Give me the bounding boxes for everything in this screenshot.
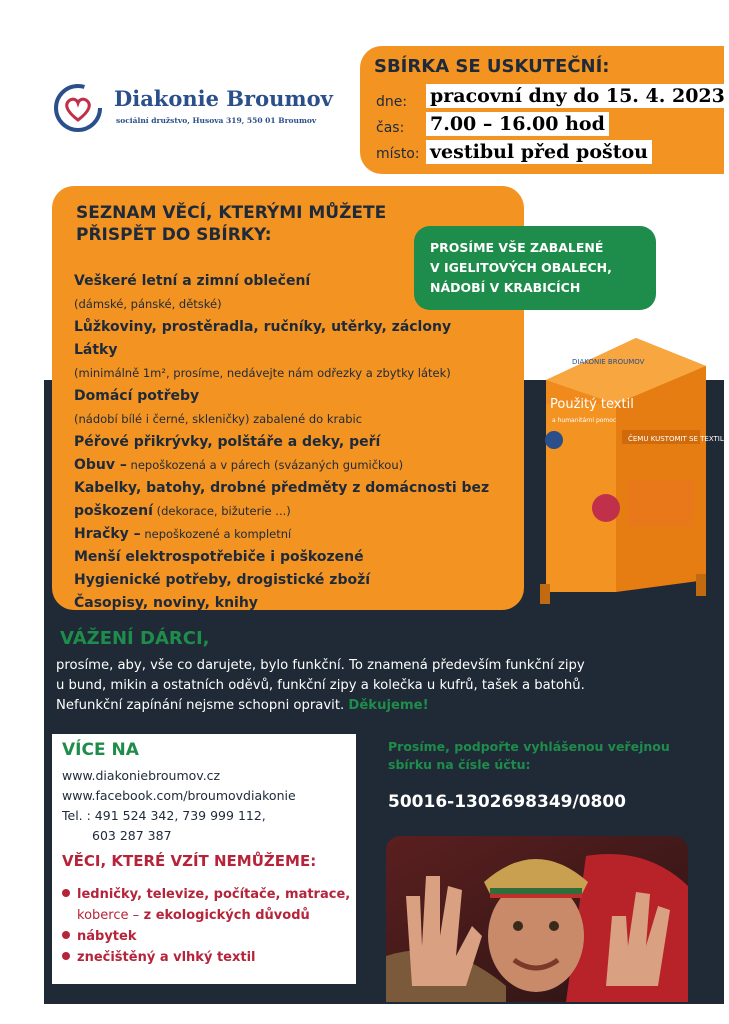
list-item-note: (nádobí bílé i černé, skleničky) zabalené do krabic	[74, 412, 363, 426]
list-item	[62, 926, 350, 947]
svg-text:ČEMU KUSTOMIT SE TEXTIL: ČEMU KUSTOMIT SE TEXTIL	[628, 435, 724, 443]
list-item-note: (dámské, pánské, dětské)	[74, 297, 222, 311]
list-item-bold: Látky	[74, 342, 118, 358]
list-item	[62, 905, 350, 926]
list-item	[74, 316, 514, 339]
contact-info	[62, 766, 296, 846]
account-number: 50016-1302698349/0800	[388, 792, 627, 812]
list-item-bold: Hračky –	[74, 526, 141, 542]
list-item-text: nábytek	[77, 929, 137, 944]
donors-line	[56, 696, 656, 716]
list-item-text: z ekologických důvodů	[139, 908, 310, 923]
info-box	[52, 734, 356, 984]
container-sub: a humanitární pomoc	[552, 417, 617, 424]
list-item	[74, 569, 514, 592]
list-item	[74, 477, 514, 500]
diakonie-heart-logo-icon	[50, 80, 106, 136]
place-value: vestibul před poštou	[426, 140, 652, 164]
list-item-text: znečištěný a vlhký textil	[77, 950, 256, 965]
list-item-bold: Lůžkoviny, prostěradla, ručníky, utěrky, záclony	[74, 319, 452, 335]
container-brand: DIAKONIE BROUMOV	[572, 358, 645, 366]
list-item	[74, 408, 514, 431]
event-title: SBÍRKA SE USKUTEČNÍ:	[374, 56, 610, 77]
bullet-icon	[62, 931, 70, 939]
list-item	[74, 339, 514, 362]
place-label: místo:	[376, 146, 420, 162]
container-label: Použitý textil	[550, 397, 634, 412]
list-item-bold: Časopisy, noviny, knihy	[74, 595, 258, 611]
donors-message	[56, 656, 656, 716]
date-value: pracovní dny do 15. 4. 2023	[426, 84, 729, 108]
list-item	[74, 431, 514, 454]
list-item-note: nepoškozené a kompletní	[140, 527, 292, 541]
list-item-bold: Menší elektrospotřebiče i poškozené	[74, 549, 364, 565]
facebook-link[interactable]: www.facebook.com/broumovdiakonie	[62, 788, 296, 803]
cannot-accept-title: VĚCI, KTERÉ VZÍT NEMŮŽEME:	[62, 852, 317, 870]
list-item	[74, 500, 514, 523]
logo	[50, 80, 350, 140]
list-item	[74, 546, 514, 569]
list-item-bold: Péřové přikrývky, polštáře a deky, peří	[74, 434, 381, 450]
bullet-icon	[62, 889, 70, 897]
volunteer-photo	[386, 836, 688, 1002]
more-info-title: VÍCE NA	[62, 740, 139, 760]
donors-title: VÁŽENÍ DÁRCI,	[60, 628, 210, 649]
list-item-bold: Hygienické potřeby, drogistické zboží	[74, 572, 371, 588]
list-item	[62, 884, 350, 905]
donors-line: prosíme, aby, vše co darujete, bylo funkční. To znamená především funkční zipy	[56, 658, 585, 673]
list-item	[74, 592, 514, 615]
date-label: dne:	[376, 94, 408, 110]
bullet-icon	[62, 952, 70, 960]
org-name: Diakonie Broumov	[114, 86, 333, 111]
list-item	[74, 454, 514, 477]
list-item-text: koberce –	[77, 908, 140, 923]
list-item-note: (minimálně 1m², prosíme, nedávejte nám odřezky a zbytky látek)	[74, 366, 451, 380]
website-link[interactable]: www.diakoniebroumov.cz	[62, 768, 221, 783]
cannot-accept-list	[62, 884, 350, 968]
donors-line-text: Nefunkční zapínání nejsme schopni opravit.	[56, 698, 345, 713]
list-item-bold: Veškeré letní a zimní oblečení	[74, 273, 311, 289]
time-value: 7.00 – 16.00 hod	[426, 112, 609, 136]
list-item	[62, 947, 350, 968]
donation-items	[74, 270, 514, 615]
thanks-text: Děkujeme!	[348, 698, 429, 713]
org-address: sociální družstvo, Husova 319, 550 01 Broumov	[116, 116, 317, 125]
packing-note-line: PROSÍME VŠE ZABALENÉ	[430, 240, 604, 255]
list-item	[74, 385, 514, 408]
packing-note	[414, 226, 656, 310]
donors-line: u bund, mikin a ostatních oděvů, funkční zipy a kolečka u kufrů, tašek a batohů.	[56, 678, 585, 693]
list-item	[74, 362, 514, 385]
list-item-bold: Domácí potřeby	[74, 388, 200, 404]
phone-numbers-cont: 603 287 387	[92, 828, 172, 843]
time-label: čas:	[376, 120, 405, 136]
list-item-note: nepoškozená a v párech (svázaných gumičkou)	[126, 458, 404, 472]
list-item-bold: poškození	[74, 503, 153, 519]
textile-container-illustration	[536, 330, 724, 606]
list-title: SEZNAM VĚCÍ, KTERÝMI MŮŽETE PŘISPĚT DO SBÍRKY:	[76, 203, 387, 245]
list-item-bold: Kabelky, batohy, drobné předměty z domácnosti bez	[74, 480, 490, 496]
list-item-note: (dekorace, bižuterie ...)	[152, 504, 291, 518]
packing-note-line: V IGELITOVÝCH OBALECH,	[430, 260, 612, 275]
event-info-box	[360, 46, 724, 174]
list-item-bold: Obuv –	[74, 457, 127, 473]
list-item-text: ledničky, televize, počítače, matrace,	[77, 887, 351, 902]
list-item	[74, 523, 514, 546]
phone-numbers: Tel. : 491 524 342, 739 999 112,	[62, 808, 266, 823]
packing-note-line: NÁDOBÍ V KRABICÍCH	[430, 280, 581, 295]
support-text: Prosíme, podpořte vyhlášenou veřejnou sbírku na čísle účtu:	[388, 739, 670, 772]
